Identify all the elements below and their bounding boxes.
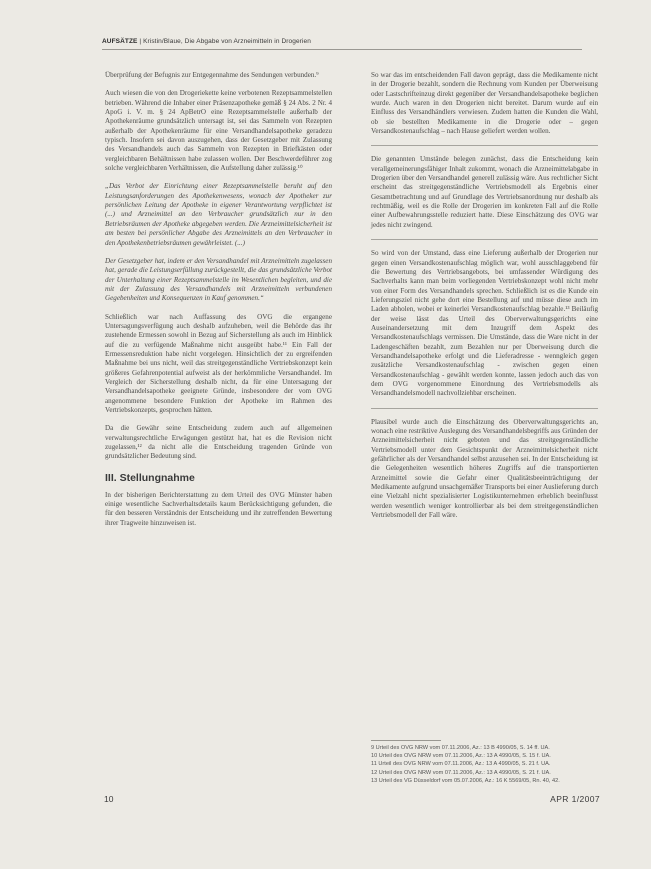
footnote-item: 11 Urteil des OVG NRW vom 07.11.2006, Az.: 13 A 4990/05, S. 21 f. UA. — [371, 761, 551, 768]
right-paragraph-2: Die genannten Umstände belegen zunächst, dass die Entscheidung kein verallgemeinerungsfähiger Inhalt zukommt, wonach die Arzneimittelabgabe in Drogerien über den Versandhandel generell zulässig wäre. Aus rechtlicher Sicht erscheint das streitgegenständliche Vertriebsmodell als Ergebnis einer Gesamtbetrachtung und auf Grundlage des Vertriebsanordnung nur deshalb als rechtmäßig, weil es die Rolle der Drogerien im konkreten Fall auf die Rolle einer Aufbewahrungsstelle reduziert hatte. Diese Einschätzung des OVG war jedes nicht zwingend. — [371, 155, 598, 229]
header-rule — [102, 49, 582, 50]
footnote-rule — [371, 740, 441, 741]
left-column — [105, 71, 332, 537]
right-paragraph-1: So war das im entscheidenden Fall davon geprägt, dass die Medikamente nicht in der Drogerie bezahlt, sondern die Rechnung vom Kunden per Überweisung oder Lastschrifteinzug direkt gegenüber der Versandhandelsapotheke beglichen wurde. Auch waren in den Drogerien nicht bereitet. Darum wurde auf ein Einfluss des Versandhändlers verwiesen. Zudem hatten die Kunden die Wahl, ob sie bestellten Medikamente in die Drogerie oder – gegen Versandkostenaufschlag – nach Hause geliefert werden wollen. — [371, 71, 598, 136]
left-quote-1: „Das Verbot der Einrichtung einer Rezeptsammelstelle beruht auf den Leistungsanforderungen des Apothekenwesens, wonach der Apotheker zur persönlichen Leitung der Apotheke in eigener Verantwortung verpflichtet ist (...) und Arzneimittel an den Verbraucher grundsätzlich nur in den Betriebsräumen der Apotheke abgegeben werden. Die Arzneimittelsicherheit ist am besten bei persönlicher Abgabe des Arzneimittels an den Verbraucher in den Apothekenbetriebsräumen gewährleistet. (...) — [105, 182, 332, 247]
paragraph-divider — [371, 408, 598, 409]
left-paragraph-1: Überprüfung der Befugnis zur Entgegennahme des Sendungen verbunden.⁹ — [105, 71, 319, 79]
page-number: 10 — [104, 794, 114, 804]
right-paragraph-3: So wird von der Umstand, dass eine Lieferung außerhalb der Drogerien nur gegen einen Versandkostenaufschlag möglich war, wohl ausschlaggebend für die Bewertung des Vertriebsangebots, bei umfassender Würdigung des Sachverhalts kann man beim vorliegenden Vertriebskonzept wohl nicht mehr von einer Form des Versandhandels sprechen. Schließlich ist es die Kunde ein Lieferungsziel nicht gehe dort eine Bestellung auf und müsse diese auch im Laden abholen, wobei er keinerlei Versandkostenaufschlag bezahle.¹³ Beiläufig der weise lässt das Urteil des Oberverwaltungsgerichts eine Auseinandersetzung mit dem Inzugriff dem Aspekt des Versandkostenaufschlags vermissen. Die Umstände, dass die Ware nicht in der Ladengeschäften bezahlt, zum Bezahlen nur per Überweisung durch die Versandhandelsapotheke erfolgt und die Lieferadresse - wenngleich gegen zusätzliche Versandkostenaufschlag - zwischen gegen einen Versandkostenaufschlag - gewählt werden konnte, lassen jedoch auch das von dem OVG vorgenommene Einordnung des Vertriebsmodells als Versandhandelsmodell nachvollziehbar erscheinen. — [371, 249, 598, 398]
running-header — [102, 38, 582, 45]
left-paragraph-2: Auch wiesen die von den Drogeriekette keine verbotenen Rezeptsammelstellen betrieben. Während die Inhaber einer Präsenzapotheke gemäß § 24 Abs. 2 Nr. 4 ApoG i. V. m. § 24 ApBetrO eine Rezeptsammelstelle außerhalb der Apothekenräume grundsätzlich untersagt ist, sei das Sammeln von Rezepten außerhalb der Apothekenräume für eine Versandhandelsapotheke geradezu typisch. Insofern sei davon auszugehen, dass der Gesetzgeber mit Zulassung des Versandhandels auch das Sammeln von Rezepten in Briefkästen oder vergleichbaren Behältnissen habe zulassen wollen. Der Beschwerdeführer zog solche vergleichbaren Verhältnissen, die Aufstellung daher zulässig.¹⁰ — [105, 89, 332, 173]
left-paragraph-3: Schließlich war nach Auffassung des OVG die ergangene Untersagungsverfügung auch deshalb aufzuheben, weil die Behörde das ihr zustehende Ermessen sowohl in Bezug auf Sicherstellung als auch im Hinblick auf die zu verfügende Maßnahme nicht ausgeübt habe.¹¹ Ein Fall der Ermessensreduktion habe nicht vorgelegen. Hinsichtlich der zu ergreifenden Maßnahme bei uns nicht, weil das streitgegenständliche Vertriebskonzept kein größeres Gefahrenpotential aufweist als der herkömmliche Versandhandel. Im Vergleich der Sicherstellung deshalb nicht, da für eine Untersagung der Versandhandelsapotheke geeignete Gründe, insbesondere der vom OVG angenommene besondere Funktion der Apotheke im Rahmen des Vertriebskonzepts, gesprochen hätten. — [105, 312, 332, 414]
header-article-title: Kristin/Blaue, Die Abgabe von Arzneimitteln in Drogerien — [143, 38, 311, 45]
journal-issue: APR 1/2007 — [550, 794, 600, 804]
footnote-item: 12 Urteil des OVG NRW vom 07.11.2006, Az.: 13 A 4990/05, S. 21 f. UA. — [371, 769, 551, 776]
footnote-item: 13 Urteil des VG Düsseldorf vom 05.07.2006, Az.: 16 K 5569/05, Rn. 40, 42. — [371, 777, 560, 784]
paragraph-divider — [371, 145, 598, 146]
right-paragraph-4: Plausibel wurde auch die Einschätzung des Oberverwaltungsgerichts an, wonach eine restriktive Auslegung des Versandhandelsbegriffs aus Gründen der Arzneimittelsicherheit nicht geboten und das streitgegenständliche Vertriebsmodell unter dem Gesichtspunkt der Arzneimittelsicherheit nicht gefährlicher als der Versandhandel selbst anzusehen sei. In der Entscheidung ist die Gelegenheiten wesentlich höheres Zugriffs auf die transportierten Arzneimittel sowie die Gefahr einer Qualitätsbeeinträchtigung der Medikamente aufgrund unsachgemäßer Transports bei einer Auslieferung durch eine Vielzahl nicht spezialisierter Logistikunternehmen erheblich beeinflusst werden wesentlich weniger kontrollierbar als bei dem streitgegenständlichen Vertriebsmodell der Fall wäre. — [371, 417, 598, 520]
left-paragraph-5: In der bisherigen Berichterstattung zu dem Urteil des OVG Münster haben einige wesentliche Sachverhaltsdetails kaum Berücksichtigung gefunden, die für den besseren Verständnis der Entscheidung und ihr zutreffenden Bewertung ihrer Tragweite hinzuweisen ist. — [105, 490, 332, 527]
footnote-item: 10 Urteil des OVG NRW vom 07.11.2006, Az.: 13 A 4990/05, S. 15 f. UA. — [371, 753, 551, 760]
footnotes — [371, 740, 598, 785]
header-separator: | — [139, 38, 144, 45]
header-section-label: AUFSÄTZE — [102, 38, 138, 45]
footnote-item: 9 Urteil des OVG NRW vom 07.11.2006, Az.: 13 B 4990/05, S. 14 ff. UA. — [371, 745, 550, 751]
right-column — [371, 71, 598, 529]
section-heading: III. Stellungnahme — [105, 471, 195, 484]
left-quote-2: Der Gesetzgeber hat, indem er den Versandhandel mit Arzneimitteln zugelassen hat, gerade die Leistungserfüllung zurückgestellt, die das grundsätzliche Verbot der Unterhaltung einer Rezeptsammelstelle im Wesentlichen begleiten, und die mit der Zulassung des Versandhandels mit Arzneimitteln verbundenen Gegebenheiten und Konsequenzen in Kauf genommen.“ — [105, 256, 332, 303]
left-paragraph-4: Da die Gewähr seine Entscheidung zudem auch auf allgemeinen verwaltungsrechtliche Erwägungen gestützt hat, hat es die Revision nicht zugelassen,¹² da nicht alle die Entscheidung tragenden Gründe von grundsätzlicher Bedeutung sind. — [105, 424, 332, 461]
paragraph-divider — [371, 239, 598, 240]
